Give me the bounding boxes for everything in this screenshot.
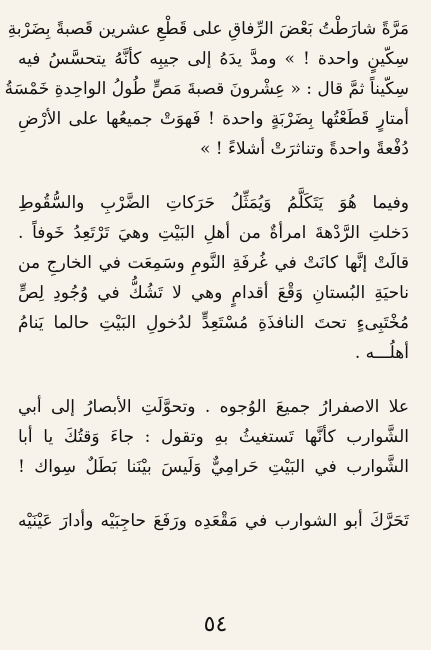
paragraph-2 [18, 188, 409, 368]
text-line: ناحيَةِ البُستانِ وَقْعَ أقدامٍ وهي لا تَشُكُّ في وُجُودِ لِصٍّ [18, 283, 409, 303]
text-line: سِكّينٍ واحدة ! » ومدَّ يدَهُ إلى جيبِه كأنَّهُ يتحسَّسُ فيه [18, 49, 409, 69]
text-line: الشَّوارب في البَيْتِ حَرامِيٌّ وَلَيسَ بيْنَنا بَطَلٌ سِواك ! [18, 457, 409, 477]
paragraph-1 [4, 14, 409, 164]
paragraph-4 [18, 506, 409, 536]
text-line: علا الاصفرارُ جميعَ الوُجوه . وتحوَّلَتِ الأبصارُ إلى أبي [18, 397, 409, 417]
text-line: مُخْتَبِىءٍ تحتَ النافذَةِ مُسْتَعِدٍّ لدُخولِ البَيْتِ حالما يَنامُ [18, 313, 409, 333]
page-number: ٥٤ [203, 612, 228, 637]
text-line: دَخلتِ الرَّدْهةَ امرأةٌ من أهلِ البَيْتِ وهيَ تَرْتَعِدُ خَوفاً . [18, 223, 409, 243]
text-line: قالَتْ إنَّها كانَتْ في غُرفَةِ النَّومِ وسَمِعَت في الخارجِ من [18, 253, 409, 273]
text-line: سِكّيناً ثمَّ قال : « عِشْرونَ قصبةَ مَصٍّ طُولُ الواحِدةِ خَمْسَةُ [4, 79, 409, 99]
paragraph-3 [18, 392, 409, 482]
text-line: الشَّوارب كأنَّها تَستغيثُ بهِ وتقول : جاءَ وَقتُكَ يا أبا [18, 427, 409, 447]
text-line: مَرَّةً شارَطْتُ بَعْضَ الرِّفاقِ على قَطْعِ عشرين قَصبةً بِضَرْبةِ [7, 19, 409, 39]
text-line: دُفْعةً واحدةً وتناثرَتْ أشلاءً ! » [199, 139, 409, 159]
text-line: أهلُـــه . [354, 343, 409, 363]
text-line: وفيما هُوَ يَتَكَلَّمُ وَيُمَثِّلُ حَرَكاتِ الضَّرْبِ والسُّقُوطِ [18, 193, 409, 213]
text-line: أمتارٍ قَطَعْتُها بِضَرْبَةٍ واحدة ! فَهوَتْ جميعُها على الأرْضِ [18, 109, 409, 129]
text-line: تَحَرَّكَ أبو الشوارب في مَقْعَدِه ورَفَعَ حاجِبَيْه وأدارَ عَيْنَيْه [18, 511, 409, 531]
